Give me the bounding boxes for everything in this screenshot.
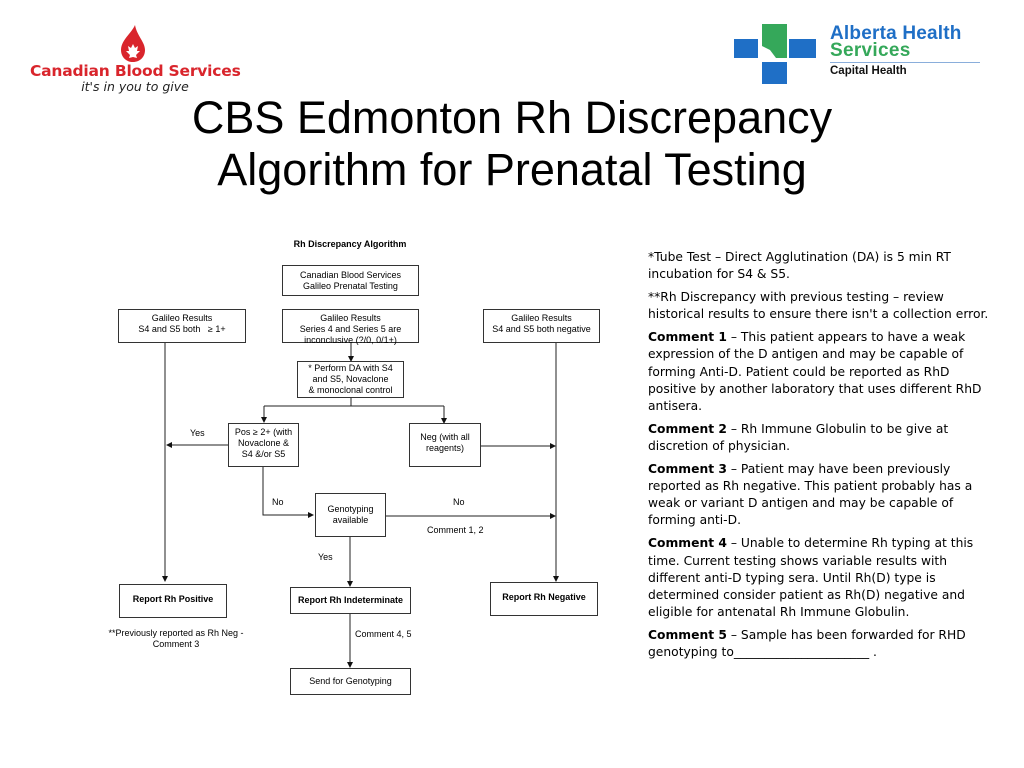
- node-text: inconclusive (?/0, 0/1+): [304, 335, 397, 345]
- node-text: Genotyping: [327, 504, 374, 514]
- node-genotyping-available: [315, 493, 386, 537]
- node-text: & monoclonal control: [308, 385, 393, 395]
- node-text: Neg (with all: [420, 432, 470, 442]
- node-text: Galileo Results: [151, 313, 213, 323]
- node-text: S4 &/or S5: [241, 449, 286, 459]
- label-text: **Previously reported as Rh Neg -: [108, 628, 244, 638]
- flowchart-heading: Rh Discrepancy Algorithm: [293, 239, 407, 249]
- label-no-genotyping: No: [453, 497, 465, 507]
- label-text: Comment 3: [152, 639, 200, 649]
- label-comment-1-2: Comment 1, 2: [427, 525, 484, 535]
- title-line-1: CBS Edmonton Rh Discrepancy: [191, 92, 833, 143]
- node-report-rh-positive: Report Rh Positive: [119, 584, 227, 618]
- node-text: S4 and S5 both negative: [492, 324, 591, 334]
- ahs-name-line2: Services: [830, 40, 911, 61]
- node-report-rh-negative: Report Rh Negative: [490, 582, 598, 616]
- node-text: reagents): [425, 443, 465, 453]
- node-text: Novaclone &: [237, 438, 290, 448]
- comment-text: – Unable to determine Rh typing at this time. Current testing shows variable results with different anti-D typing sera. Until Rh(D) type is determined consider patient as Rh(D) negative and eligible for antenatal Rh Immune Globulin.: [648, 536, 974, 619]
- comment-text: – This patient appears to have a weak expression of the D antigen and may be capable of forming Anti-D. Patient could be reported as RhD positive by another laboratory that uses different RhD antisera.: [648, 330, 982, 413]
- node-text: Galileo Results: [511, 313, 572, 323]
- label-comment-4-5: Comment 4, 5: [355, 629, 412, 639]
- node-galileo-inconclusive: [282, 309, 419, 343]
- note-comment-3: [648, 461, 998, 529]
- node-send-for-genotyping: Send for Genotyping: [290, 668, 411, 695]
- comment-label: Comment 3: [648, 462, 727, 477]
- label-no-pos: No: [272, 497, 284, 507]
- node-galileo-negative: [483, 309, 600, 343]
- node-neg-all-reagents: [409, 423, 481, 467]
- note-comment-2: [648, 421, 998, 455]
- node-report-rh-indeterminate: Report Rh Indeterminate: [290, 587, 411, 614]
- note-rh-discrepancy: **Rh Discrepancy with previous testing – review historical results to ensure there isn't a collection error.: [648, 290, 989, 322]
- label-yes-genotyping: Yes: [318, 552, 333, 562]
- node-text: Galileo Results: [320, 313, 381, 323]
- node-text: * Perform DA with S4: [308, 363, 393, 373]
- label-previously-reported: [106, 628, 246, 650]
- cbs-tagline: it's in you to give: [81, 79, 189, 94]
- comment-label: Comment 5: [648, 627, 727, 642]
- node-text: Canadian Blood Services: [299, 269, 402, 280]
- notes-panel: [648, 249, 998, 667]
- node-text: S4 and S5 both ≥ 1+: [138, 324, 226, 334]
- comment-text: – Patient may have been previously reported as Rh negative. This patient probably has a weak or variant D antigen and may be capable of forming anti-D.: [648, 462, 973, 528]
- node-text: and S5, Novaclone: [312, 374, 389, 384]
- node-pos-2plus: [228, 423, 299, 467]
- node-text: Pos ≥ 2+ (with: [234, 427, 293, 437]
- comment-text: – Sample has been forwarded for RHD genotyping to______________________ .: [648, 627, 966, 659]
- label-yes-pos: Yes: [190, 428, 205, 438]
- node-text: Series 4 and Series 5 are: [299, 324, 402, 334]
- connector-pos-no: [263, 467, 313, 515]
- node-perform-da: [297, 361, 404, 398]
- comment-label: Comment 1: [648, 330, 727, 345]
- note-comment-4: [648, 535, 998, 620]
- ahs-region: Capital Health: [830, 65, 907, 77]
- node-text: Galileo Prenatal Testing: [303, 280, 398, 291]
- node-start: [282, 265, 419, 296]
- comment-label: Comment 2: [648, 421, 727, 436]
- node-galileo-positive: [118, 309, 246, 343]
- note-comment-5: [648, 627, 998, 661]
- note-tube-test: *Tube Test – Direct Agglutination (DA) is 5 min RT incubation for S4 & S5.: [648, 250, 951, 282]
- cbs-name: Canadian Blood Services: [30, 62, 241, 80]
- ahs-name-line1: Alberta Health: [830, 23, 962, 44]
- comment-text: – Rh Immune Globulin to be give at discretion of physician.: [648, 421, 949, 453]
- node-text: available: [332, 515, 369, 525]
- title-line-2: Algorithm for Prenatal Testing: [217, 144, 807, 195]
- comment-label: Comment 4: [648, 536, 727, 551]
- note-comment-1: [648, 329, 998, 414]
